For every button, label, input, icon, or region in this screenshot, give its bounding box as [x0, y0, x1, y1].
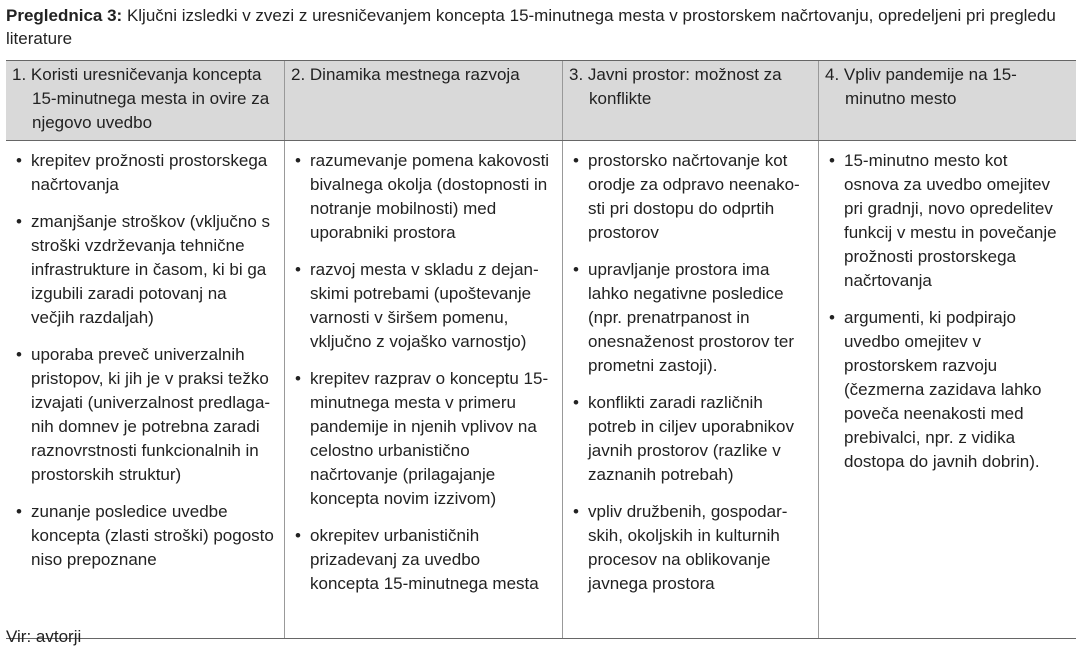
list-item: • vpliv družbenih, gospodarskih, okoljskih in kulturnih procesov na oblikovanje javnega prostora — [569, 500, 812, 596]
list-item: • okrepitev urbanističnih prizadevanj za uvedbo koncepta 15-minutnega mesta — [291, 524, 556, 596]
list-item: • upravljanje prostora ima lahko negativne posledice (npr. prenatrpanost in onesnaženost prostorov ter prometni zastoji). — [569, 258, 812, 378]
list-item: • razvoj mesta v skladu z dejanskimi potrebami (upoštevanje varnosti v širšem pomenu, vključno z vojaško varnostjo) — [291, 258, 556, 354]
list-item: • konflikti zaradi različnih potreb in ciljev uporabnikov javnih prostorov (razlike v zaznanih potrebah) — [569, 391, 812, 487]
bullet-list-3 — [569, 141, 812, 596]
column-4 — [819, 141, 1076, 638]
list-item: • 15-minutno mesto kot osnova za uvedbo omejitev pri gradnji, novo opredelitev funkcij v mestu in povečanje prožnosti prostorskega načrtovanja — [825, 149, 1070, 293]
source-note: Vir: avtorji — [6, 627, 82, 646]
column-2 — [285, 141, 563, 638]
table-body-row — [6, 141, 1076, 638]
list-item: • krepitev razprav o konceptu 15-minutnega mesta v primeru pandemije in njenih vplivov na celostno urbanistično načrtovanje (prilagajanje koncepta novim izzivom) — [291, 367, 556, 511]
findings-table — [6, 60, 1076, 639]
caption-text: Ključni izsledki v zvezi z uresničevanjem koncepta 15-minutnega mesta v prostorskem načrtovanju, opredeljeni pri pregledu literature — [6, 6, 1056, 48]
header-cell-4: 4. Vpliv pandemije na 15-minutno mesto — [825, 65, 1017, 108]
column-3 — [563, 141, 819, 638]
list-item: • zunanje posledice uvedbe koncepta (zlasti stroški) pogosto niso prepoznane — [12, 500, 278, 572]
table-caption — [6, 4, 1078, 50]
list-item: • uporaba preveč univerzalnih pristopov, ki jih je v praksi težko izvajati (univerzalnost predlaganih domnev je potrebna zaradi raznovrstnosti funkcionalnih in prostorskih struktur) — [12, 343, 278, 487]
list-item: • razumevanje pomena kakovosti bivalnega okolja (dostopnosti in notranje mobilnosti) med uporabniki prostora — [291, 149, 556, 245]
caption-label: Preglednica 3: — [6, 6, 123, 25]
table-header-row — [6, 61, 1076, 141]
column-1 — [6, 141, 285, 638]
header-cell-3: 3. Javni prostor: možnost za konflikte — [563, 61, 819, 140]
header-cell-1: 1. Koristi uresničevanja koncepta 15-minutnega mesta in ovire za njegovo uvedbo — [6, 61, 285, 140]
list-item: • argumenti, ki podpirajo uvedbo omejitev v prostorskem razvoju (čezmerna zazidava lahko poveča neenakosti med prebivalci, npr. z vidika dostopa do javnih dobrin). — [825, 306, 1070, 474]
header-cell-2: 2. Dinamika mestnega razvoja — [285, 61, 563, 140]
list-item: • zmanjšanje stroškov (vključno s stroški vzdrževanja tehnične infrastrukture in časom, ki bi ga izgubili zaradi potovanj na večjih razdaljah) — [12, 210, 278, 330]
list-item: • prostorsko načrtovanje kot orodje za odpravo neenakosti pri dostopu do odprtih prostorov — [569, 149, 812, 245]
bullet-list-4 — [825, 141, 1070, 474]
list-item: • krepitev prožnosti prostorskega načrtovanja — [12, 149, 278, 197]
bullet-list-2 — [291, 141, 556, 596]
bullet-list-1 — [12, 141, 278, 572]
